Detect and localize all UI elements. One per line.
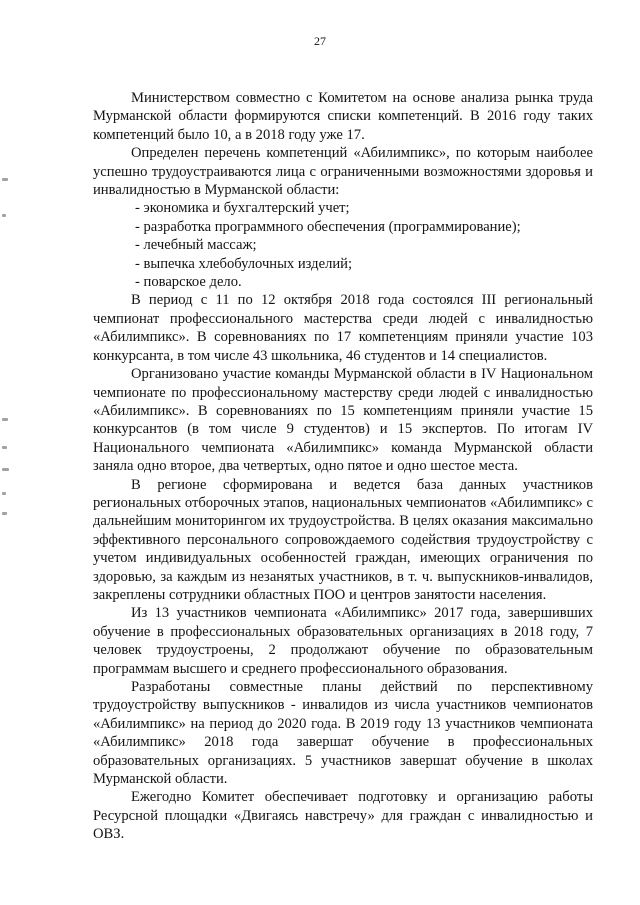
list-item-massage: - лечебный массаж; xyxy=(135,237,257,254)
page-number: 27 xyxy=(314,34,326,48)
paragraph-graduates-2017: Из 13 участников чемпионата «Абилимпикс» 2017 года, завершивших обучение в профессиональных образовательных организациях в 2018 году, 7 человек трудоустроены, 2 продолжают обучение по образовательным программам высшего и среднего профессионального образования. xyxy=(93,605,593,677)
paragraph-regional-championship: В период с 11 по 12 октября 2018 года состоялся III региональный чемпионат профессионального мастерства среди людей с инвалидностью «Абилимпикс». В соревнованиях по 17 компетенциям приняли участие 103 конкурсанта, в том числе 43 школьника, 46 студентов и 14 специалистов. xyxy=(93,292,593,364)
paragraph-resource-platform: Ежегодно Комитет обеспечивает подготовку и организацию работы Ресурсной площадки «Двигаясь навстречу» для граждан с инвалидностью и ОВЗ. xyxy=(93,789,593,843)
document-body xyxy=(93,89,593,844)
list-item-baking: - выпечка хлебобулочных изделий; xyxy=(135,255,353,272)
paragraph-employment-plans: Разработаны совместные планы действий по перспективному трудоустройству выпускников - инвалидов из числа участников чемпионатов «Абилимпикс» на период до 2020 года. В 2019 году 13 участников чемпионата «Абилимпикс» 2018 года завершат обучение в профессиональных образовательных организациях. 5 участников завершат обучение в школах Мурманской области. xyxy=(93,679,593,788)
list-item-cooking: - поварское дело. xyxy=(135,274,242,291)
paragraph-competency-lists: Министерством совместно с Комитетом на основе анализа рынка труда Мурманской области формируются списки компетенций. В 2016 году таких компетенций было 10, а в 2018 году уже 17. xyxy=(93,90,593,143)
paragraph-national-championship: Организовано участие команды Мурманской области в IV Национальном чемпионате по профессиональному мастерству среди людей с инвалидностью «Абилимпикс». В соревнованиях по 15 компетенциям приняли участие 15 конкурсантов (в том числе 9 студентов) и 15 экспертов. По итогам IV Национального чемпионата «Абилимпикс» команда Мурманской области заняла одно второе, два четвертых, одно пятое и одно шестое места. xyxy=(93,366,593,475)
list-item-programming: - разработка программного обеспечения (программирование); xyxy=(135,218,521,235)
paragraph-competency-intro: Определен перечень компетенций «Абилимпикс», по которым наиболее успешно трудоустраиваются лица с ограниченными возможностями здоровья и инвалидностью в Мурманской области: xyxy=(93,145,593,199)
list-item-economics: - экономика и бухгалтерский учет; xyxy=(135,200,350,217)
paragraph-participants-database: В регионе сформирована и ведется база данных участников региональных отборочных этапов, национальных чемпионатов «Абилимпикс» с дальнейшим мониторингом их трудоустройства. В целях оказания максимально эффективного персонального сопровождаемого содействия трудоустройству с учетом индивидуальных особенностей граждан, имеющих ограничения по здоровью, за каждым из незанятых участников, в т. ч. выпускников-инвалидов, закреплены сотрудники областных ПОО и центров занятости населения. xyxy=(93,476,593,603)
scan-edge-marks xyxy=(0,0,14,905)
